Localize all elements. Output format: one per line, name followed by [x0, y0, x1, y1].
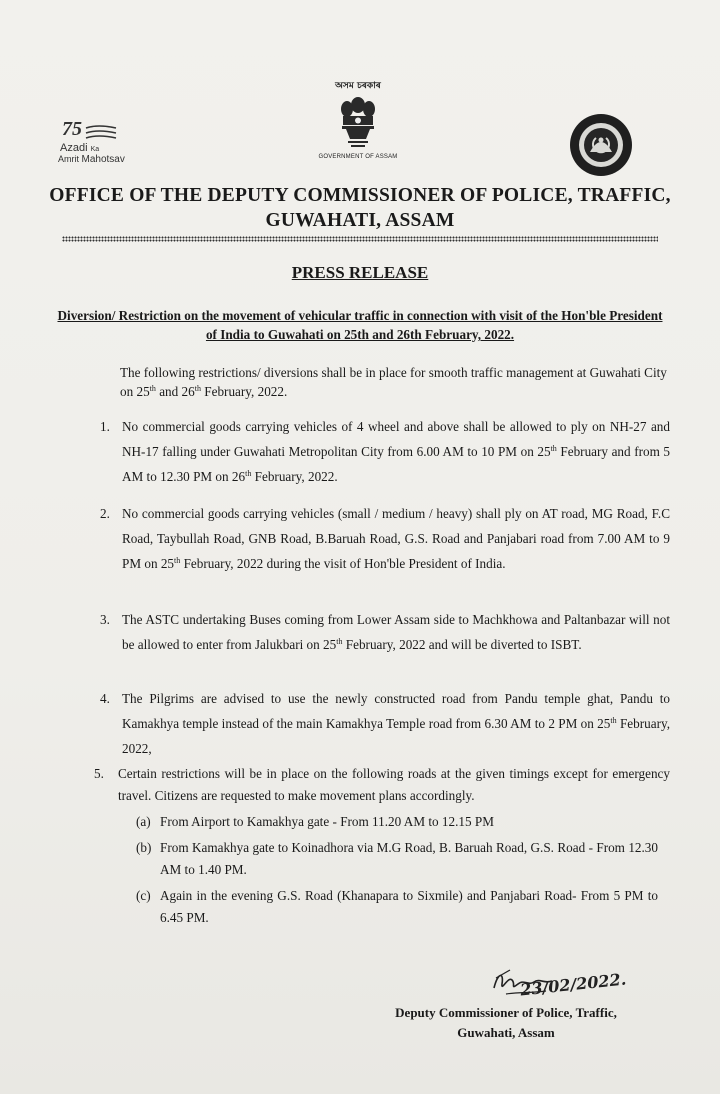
- list-item: [100, 501, 670, 576]
- item-text-part: February, 2022,: [122, 716, 670, 756]
- office-title-line2: GUWAHATI, ASSAM: [265, 210, 455, 231]
- logo-azadi: Azadi: [60, 142, 88, 154]
- press-release-title: PRESS RELEASE: [291, 263, 429, 282]
- item-text-part: No commercial goods carrying vehicles of 4 wheel and above shall be allowed to ply on NH-27 and NH-17 falling under Guwahati Metropolitan City from 6.00 AM to 10 PM on 25: [122, 419, 670, 459]
- subject-heading: Diversion/ Restriction on the movement of vehicular traffic in connection with visit of the Hon'ble President of India to Guwahati on 25th and 26th February, 2022.: [57, 308, 663, 342]
- item-text-part: The Pilgrims are advised to use the newly constructed road from Pandu temple ghat, Pandu to Kamakhya temple instead of the main Kamakhya Temple road from 6.30 AM to 2 PM on 25: [122, 691, 670, 731]
- emblem-bottom-text: GOVERNMENT OF ASSAM: [318, 154, 398, 160]
- flag-stripes-icon: [84, 124, 118, 140]
- emblem-top-text: অসম চৰকাৰ: [335, 81, 381, 91]
- item-text: [122, 414, 670, 489]
- sub-item-text: From Airport to Kamakhya gate - From 11.20 AM to 12.15 PM: [160, 814, 494, 829]
- intro-paragraph: [120, 363, 668, 401]
- item-text-part: The ASTC undertaking Buses coming from Lower Assam side to Machkhowa and Paltanbazar will not be allowed to enter from Jalukbari on 25: [122, 612, 670, 652]
- government-of-assam-emblem: [318, 78, 398, 166]
- item-number: 5.: [94, 766, 104, 781]
- item-text-part: February and from 5 AM to 12.30 PM on 26: [122, 444, 671, 484]
- logo-amrit: Amrit: [58, 154, 79, 164]
- sub-item-text: Again in the evening G.S. Road (Khanapara to Sixmile) and Panjabari Road- From 5 PM to 6.45 PM.: [160, 888, 658, 925]
- item-text-part: February, 2022 and will be diverted to ISBT.: [342, 637, 582, 652]
- sub-item-text: From Kamakhya gate to Koinadhora via M.G Road, B. Baruah Road, G.S. Road - From 12.30 AM to 1.40 PM.: [160, 840, 658, 877]
- item-sup: th: [245, 469, 252, 478]
- list-item: [100, 686, 670, 761]
- item-number: 4.: [100, 691, 110, 706]
- office-title-line1: OFFICE OF THE DEPUTY COMMISSIONER OF POLICE, TRAFFIC,: [49, 185, 671, 206]
- intro-sup: th: [149, 384, 156, 393]
- item-sup: th: [550, 444, 557, 453]
- logo-mahotsav: Mahotsav: [81, 154, 125, 165]
- sub-item-label: (c): [136, 888, 151, 903]
- dotted-divider: [62, 236, 658, 242]
- sub-item: [136, 885, 658, 929]
- item-text: [122, 686, 670, 761]
- intro-text: February, 2022.: [200, 384, 288, 399]
- list-item: [100, 607, 670, 657]
- list-item: [94, 763, 670, 807]
- item-text-part: No commercial goods carrying vehicles (small / medium / heavy) shall ply on AT road, MG Road, F.C Road, Taybullah Road, GNB Road, B.Baruah Road, G.S. Road and Panjabari road from 7.00 AM to 9 PM on 25: [122, 506, 670, 571]
- item-sup: th: [610, 716, 617, 725]
- list-item: [100, 414, 670, 489]
- intro-text: and 26: [155, 384, 195, 399]
- signature-date: 23/02/2022.: [519, 969, 628, 1000]
- sub-item: [136, 837, 658, 881]
- lion-capital-icon: [338, 95, 378, 153]
- sub-item: [136, 811, 658, 833]
- designation-line2: Guwahati, Assam: [457, 1025, 555, 1040]
- azadi-ka-amrit-mahotsav-logo: [58, 118, 148, 164]
- item-number: 3.: [100, 612, 110, 627]
- logo-number: 75: [62, 118, 82, 140]
- item-text: [122, 607, 670, 657]
- item-text: Certain restrictions will be in place on the following roads at the given timings except for emergency travel. Citizens are requested to make movement plans accordingly.: [118, 766, 670, 803]
- designation-line1: Deputy Commissioner of Police, Traffic,: [395, 1005, 617, 1020]
- item-number: 1.: [100, 419, 110, 434]
- designation-block: [376, 1003, 636, 1043]
- sub-item-label: (a): [136, 814, 151, 829]
- item-sup: th: [174, 556, 181, 565]
- item-sup: th: [336, 637, 343, 646]
- logo-ka: Ka: [90, 146, 100, 153]
- sub-item-label: (b): [136, 840, 152, 855]
- item-text: [122, 501, 670, 576]
- item-number: 2.: [100, 506, 110, 521]
- item-text-part: February, 2022 during the visit of Hon'ble President of India.: [180, 556, 506, 571]
- intro-sup: th: [194, 384, 201, 393]
- item-text-part: February, 2022.: [251, 469, 338, 484]
- assam-police-seal-icon: [568, 112, 634, 178]
- intro-text: The following restrictions/ diversions shall be in place for smooth traffic management at Guwahati City on 25: [120, 365, 667, 399]
